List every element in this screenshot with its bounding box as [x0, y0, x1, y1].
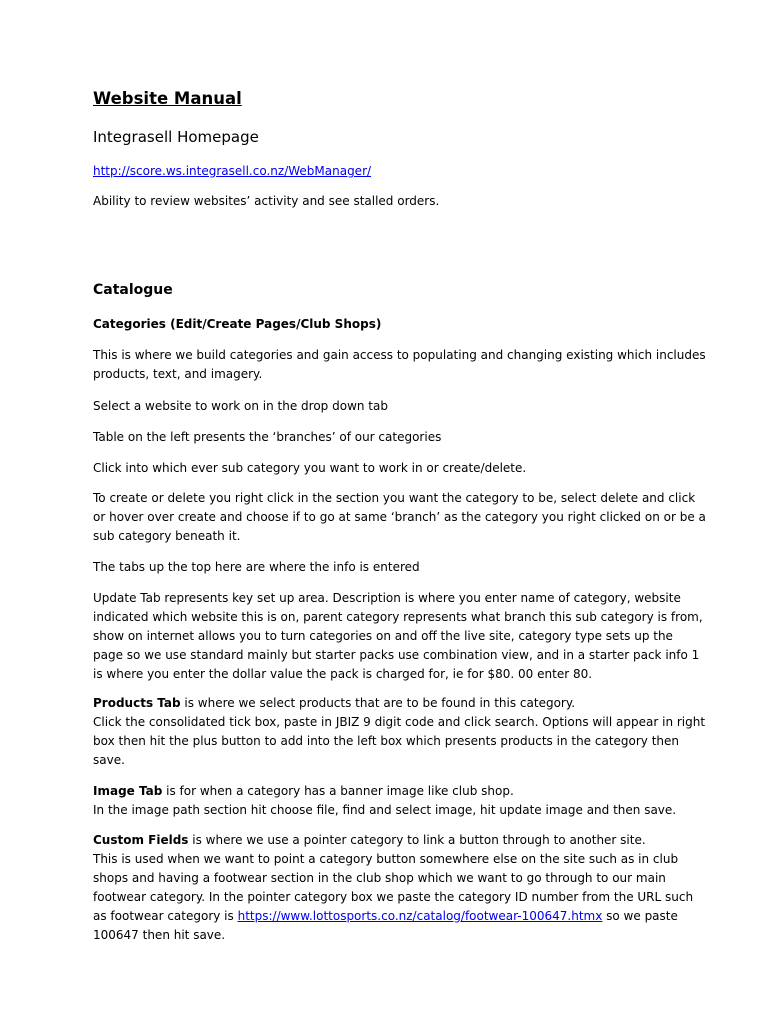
custom-fields-label: Custom Fields [93, 833, 189, 847]
text-line: box then hit the plus button to add into the left box which presents products in the category then [93, 734, 680, 748]
text-line: To create or delete you right click in the section you want the category to be, select delete and click [93, 491, 696, 505]
paragraph-create-delete [93, 489, 706, 546]
text-line: products, text, and imagery. [93, 367, 263, 381]
text-line: This is used when we want to point a category button somewhere else on the site such as in club [93, 852, 679, 866]
paragraph-table-branches: Table on the left presents the ‘branches’ of our categories [93, 430, 442, 444]
homepage-link[interactable]: http://score.ws.integrasell.co.nz/WebManager/ [93, 164, 372, 178]
text-line [93, 782, 683, 801]
homepage-link-line [93, 162, 683, 181]
text-line [93, 907, 683, 926]
subtitle-integrasell-homepage: Integrasell Homepage [93, 128, 259, 146]
paragraph-custom-fields [93, 831, 694, 945]
text-run: so we paste [602, 909, 678, 923]
text-run: is for when a category has a banner image like club shop. [162, 784, 514, 798]
paragraph-update-tab [93, 589, 703, 684]
text-line: Click the consolidated tick box, paste in JBIZ 9 digit code and click search. Options will appear in right [93, 715, 706, 729]
text-line: save. [93, 753, 125, 767]
text-line: sub category beneath it. [93, 529, 241, 543]
footwear-category-link[interactable]: https://www.lottosports.co.nz/catalog/footwear-100647.htmx [237, 909, 603, 923]
text-line: page so we use standard mainly but starter packs use combination view, and in a starter pack info 1 [93, 648, 700, 662]
text-line: Update Tab represents key set up area. Description is where you enter name of category, website [93, 591, 681, 605]
text-run: is where we select products that are to be found in this category. [180, 696, 576, 710]
section-heading-categories: Categories (Edit/Create Pages/Club Shops) [93, 317, 382, 331]
section-heading-catalogue: Catalogue [93, 282, 173, 298]
paragraph-image-tab [93, 782, 683, 820]
text-line [93, 694, 683, 713]
text-line: indicated which website this is on, parent category represents what branch this sub category is from, [93, 610, 703, 624]
text-line: In the image path section hit choose file, find and select image, hit update image and then save. [93, 803, 677, 817]
text-line: is where you enter the dollar value the pack is charged for, ie for $80. 00 enter 80. [93, 667, 593, 681]
paragraph-select-website: Select a website to work on in the drop down tab [93, 399, 388, 413]
text-line: show on internet allows you to turn categories on and off the live site, category type sets up the [93, 629, 673, 643]
image-tab-label: Image Tab [93, 784, 163, 798]
text-run: is where we use a pointer category to link a button through to another site. [188, 833, 646, 847]
text-line: footwear category. In the pointer category box we paste the category ID number from the URL such [93, 890, 694, 904]
text-line: shops and having a footwear section in the club shop which we want to go through to our main [93, 871, 666, 885]
paragraph-click-sub-category: Click into which ever sub category you want to work in or create/delete. [93, 461, 527, 475]
paragraph-build-categories [93, 346, 706, 384]
text-line: This is where we build categories and gain access to populating and changing existing which includes [93, 348, 706, 362]
products-tab-label: Products Tab [93, 696, 181, 710]
text-line [93, 831, 683, 850]
paragraph-products-tab [93, 694, 706, 770]
homepage-description: Ability to review websites’ activity and see stalled orders. [93, 194, 440, 208]
document-page [93, 0, 706, 1024]
text-run: as footwear category is [93, 909, 238, 923]
paragraph-tabs-info: The tabs up the top here are where the info is entered [93, 560, 420, 574]
text-line: or hover over create and choose if to go at same ‘branch’ as the category you right clicked on or be a [93, 510, 706, 524]
text-line: 100647 then hit save. [93, 928, 226, 942]
document-title: Website Manual [93, 89, 242, 108]
